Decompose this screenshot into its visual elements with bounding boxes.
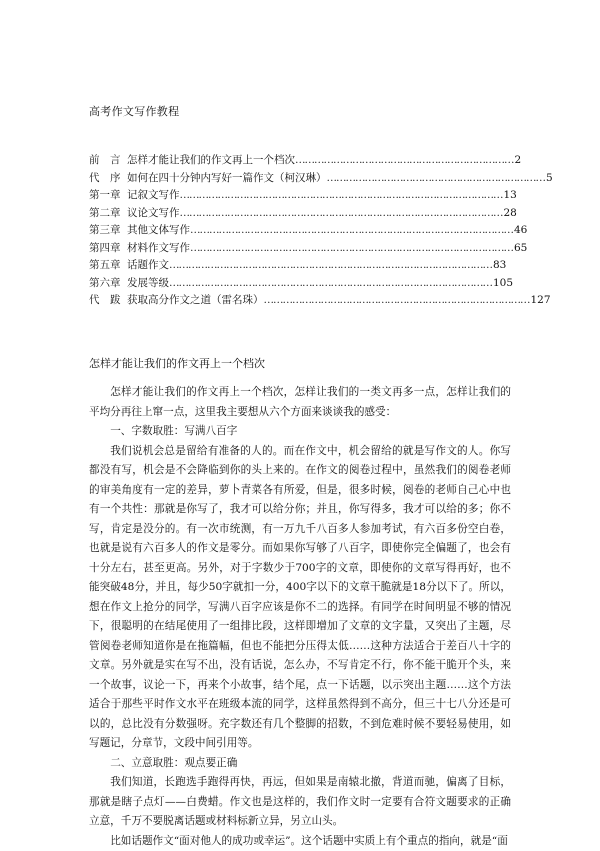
toc-page-number: 13 <box>503 189 517 201</box>
body-paragraph: 我们说机会总是留给有准备的人的。而在作文中，机会留给的就是写作文的人。你写都没有写，机会是不会降临到你的头上来的。在作文的阅卷过程中，虽然我们的阅卷老师的审美角度有一定的差异，萝卜青菜各有所爱，但是，很多时候，阅卷的老师自己心中也有一个共性：那就是你写了，我才可以给分你；并且，你写得多，我才可以给的多；你不写，肯定是没分的。有一次市统测，有一万九千八百多人参加考试，有六百多份空白卷，也就是说有六百多人的作文是零分。而如果你写够了八百字，即使你完全偏题了，也会有十分左右，甚至更高。另外，对于字数少于700字的文章，即使你的文章写得再好，也不能突破48分，并且，每少50字就扣一分，400字以下的文章干脆就是18分以下了。所以，想在作文上抢分的同学，写满八百字应该是你不二的选择。有同学在时间明显不够的情况下，很聪明的在结尾使用了一组排比段，这样即增加了文章的文字量，又突出了主题，尽管阅卷老师知道你是在拖篇幅，但也不能把分压得太低……这种方法适合于差百八十字的文章。另外就是实在写不出，没有话说，怎么办，不写肯定不行，你不能干脆开个头，来一个故事，议论一下，再来个小故事，结个尾，点一下话题，以示突出主题……这个方法适合于那些平时作文水平在班级本流的同学，这样虽然得到不高分，但三十七八分还是可以的，总比没有分数强呀。充字数还有几个整脚的招数，不到危难时候不要轻易使用，如写题记，分章节，文段中间引用等。 <box>89 442 511 754</box>
toc-leader-dots: ………………………………………………………………………………………… <box>169 259 492 271</box>
toc-label: 前 言 <box>89 152 127 167</box>
toc-page-number: 2 <box>514 154 522 166</box>
toc-leader-dots: …………………………………………………………… <box>327 172 546 184</box>
toc-title: 其他文体写作 <box>127 222 190 237</box>
book-title: 高考作文写作教程 <box>89 103 179 119</box>
toc-title: 记叙文写作 <box>127 187 180 202</box>
toc-label: 第四章 <box>89 240 127 255</box>
toc-label: 第二章 <box>89 205 127 220</box>
toc-title: 议论文写作 <box>127 205 180 220</box>
toc-label: 代 序 <box>89 170 127 185</box>
toc-row <box>89 292 429 310</box>
toc-title: 获取高分作文之道（雷名珠） <box>127 292 264 307</box>
toc-leader-dots: ………………………………………………………………………………………… <box>180 207 503 219</box>
toc-page-number: 65 <box>513 242 527 254</box>
toc-page-number: 83 <box>492 259 506 271</box>
body-paragraph: 比如话题作文“面对他人的成功或幸运”。这个话题中实质上有个重点的指向，就是“面 <box>89 832 511 851</box>
toc-row <box>89 205 429 223</box>
toc-label: 第六章 <box>89 275 127 290</box>
toc-leader-dots: ………………………………………………………………………………………… <box>190 242 513 254</box>
toc-row <box>89 240 429 258</box>
toc-page-number: 105 <box>492 277 513 289</box>
section-heading: 一、字数取胜：写满八百字 <box>89 422 511 442</box>
toc-title: 话题作文 <box>127 257 169 272</box>
toc-page-number: 46 <box>513 224 527 236</box>
toc-leader-dots: …………………………………………………………… <box>295 154 514 166</box>
toc-row <box>89 170 429 188</box>
toc-leader-dots: ………………………………………………………………………………………… <box>190 224 513 236</box>
article-title: 怎样才能让我们的作文再上一个档次 <box>89 355 265 371</box>
toc-row <box>89 187 429 205</box>
toc-page-number: 28 <box>503 207 517 219</box>
toc-title: 如何在四十分钟内写好一篇作文（柯汉琳） <box>127 170 327 185</box>
toc-row <box>89 152 429 170</box>
toc-page-number: 127 <box>530 294 551 306</box>
toc-label: 代 跋 <box>89 292 127 307</box>
toc-row <box>89 275 429 293</box>
article-body <box>89 383 511 851</box>
toc-leader-dots: ………………………………………………………………………… <box>264 294 530 306</box>
toc-leader-dots: ………………………………………………………………………………………… <box>169 277 492 289</box>
toc-row <box>89 257 429 275</box>
toc-label: 第一章 <box>89 187 127 202</box>
section-heading: 二、立意取胜：观点要正确 <box>89 754 511 774</box>
toc-row <box>89 222 429 240</box>
toc-title: 材料作文写作 <box>127 240 190 255</box>
body-paragraph: 我们知道，长跑选手跑得再快，再远，但如果是南辕北撤，背道而驰，偏离了目标，那就是瞎子点灯——白费蜡。作文也是这样的，我们作文时一定要有合符文题要求的正确立意，千万不要脱离话题或材料标新立异，另立山头。 <box>89 773 511 832</box>
toc-label: 第五章 <box>89 257 127 272</box>
table-of-contents <box>89 152 429 310</box>
toc-title: 发展等级 <box>127 275 169 290</box>
toc-leader-dots: ………………………………………………………………………………………… <box>180 189 503 201</box>
toc-title: 怎样才能让我们的作文再上一个档次 <box>127 152 295 167</box>
toc-page-number: 5 <box>545 172 553 184</box>
toc-label: 第三章 <box>89 222 127 237</box>
intro-paragraph: 怎样才能让我们的作文再上一个档次，怎样让我们的一类文再多一点，怎样让我们的平均分再往上窜一点，这里我主要想从六个方面来谈谈我的感受： <box>89 383 511 422</box>
